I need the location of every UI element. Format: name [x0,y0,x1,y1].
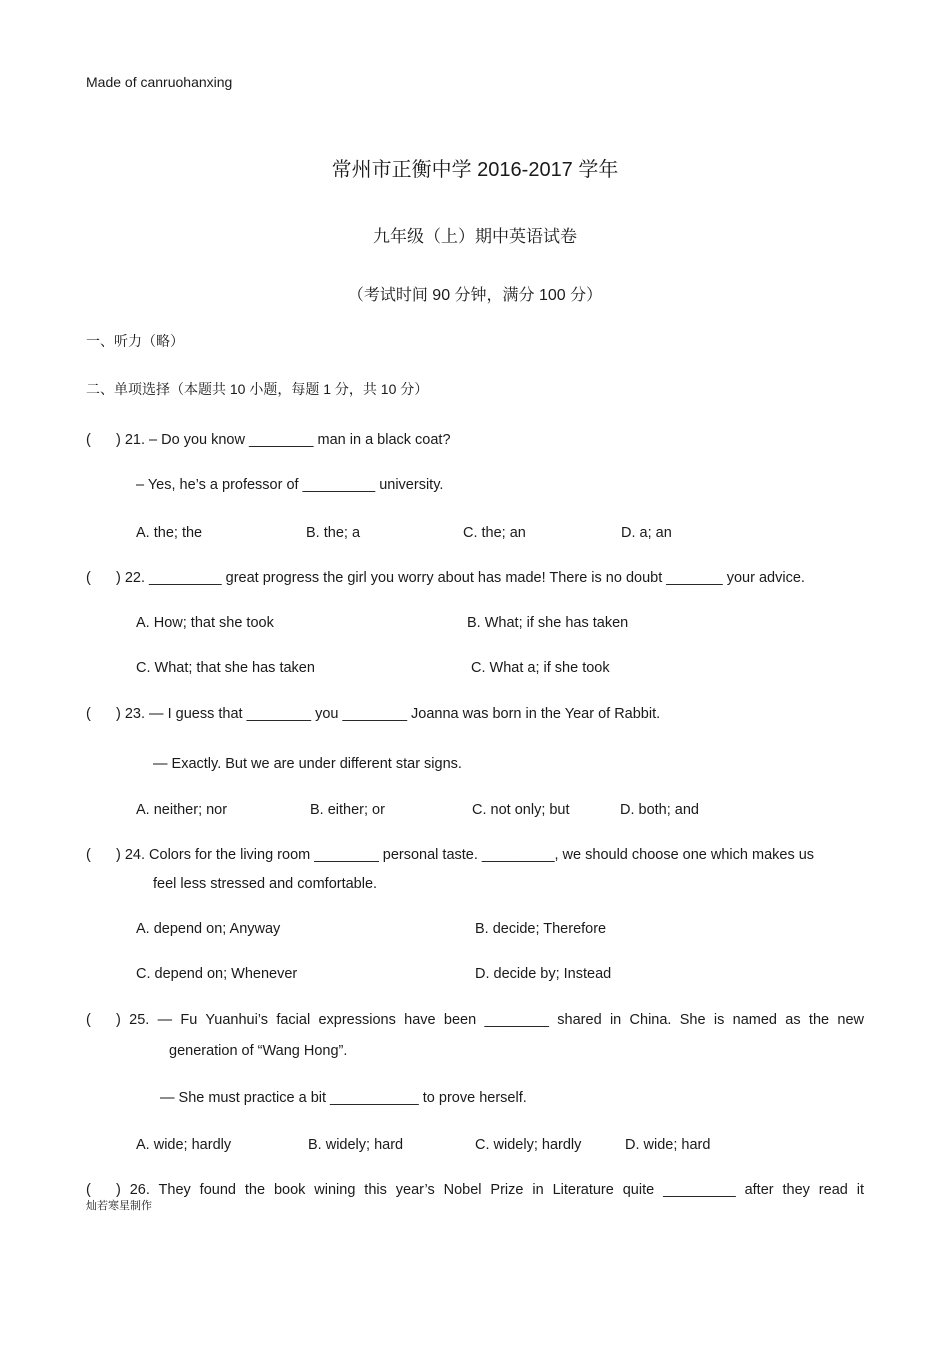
question-stem: ) 25. — Fu Yuanhui’s facial expressions have been ________ shared in China. She is named as the new [116,1012,864,1028]
answer-paren: ( [86,432,91,448]
question-stem: ) 22. _________ great progress the girl you worry about has made! There is no doubt _______ your advice. [116,570,805,586]
option-a: A. the; the [136,525,203,541]
answer-paren: ( [86,1012,91,1028]
option-c: C. depend on; Whenever [136,966,298,982]
option-a: A. depend on; Anyway [136,921,281,937]
option-d: D. both; and [620,802,699,818]
option-d: D. decide by; Instead [475,966,612,982]
option-d: D. wide; hard [625,1137,711,1153]
section-single-choice: 二、单项选择（本题共 10 小题，每题 1 分，共 10 分） [86,381,429,397]
answer-paren: ( [86,570,91,586]
answer-paren: ( [86,1182,91,1198]
question-line: generation of “Wang Hong”. [169,1043,348,1059]
question-stem: ) 23. — I guess that ________ you ________ Joanna was born in the Year of Rabbit. [116,706,661,722]
option-c: C. the; an [463,525,526,541]
option-b: B. decide; Therefore [475,921,607,937]
page-subtitle: 九年级（上）期中英语试卷 [373,227,577,246]
question-line: – Yes, he’s a professor of _________ university. [136,477,444,493]
section-listening: 一、听力（略） [86,333,184,349]
question-stem: ) 26. They found the book wining this year’s Nobel Prize in Literature quite _________ after they read it [116,1182,864,1198]
option-b: B. What; if she has taken [467,615,629,631]
page-title: 常州市正衡中学 2016-2017 学年 [331,159,619,181]
option-b: B. either; or [310,802,385,818]
header-note: Made of canruohanxing [86,74,233,90]
question-stem: ) 24. Colors for the living room ________ personal taste. _________, we should choose one which makes us [116,847,815,863]
option-d: D. a; an [621,525,672,541]
option-c: C. widely; hardly [475,1137,582,1153]
answer-paren: ( [86,706,91,722]
exam-info: （考试时间 90 分钟，满分 100 分） [347,287,603,304]
option-a: A. How; that she took [136,615,274,631]
question-line: — Exactly. But we are under different star signs. [153,756,462,772]
option-b: B. the; a [306,525,361,541]
option-a: A. wide; hardly [136,1137,232,1153]
question-line: feel less stressed and comfortable. [153,876,378,892]
page-footer: 灿若寒星制作 [86,1200,152,1212]
question-line: — She must practice a bit ___________ to prove herself. [160,1090,527,1106]
option-d: C. What a; if she took [471,660,610,676]
answer-paren: ( [86,847,91,863]
question-stem: ) 21. – Do you know ________ man in a black coat? [116,432,451,448]
option-a: A. neither; nor [136,802,228,818]
option-c: C. What; that she has taken [136,660,315,676]
option-b: B. widely; hard [308,1137,404,1153]
option-c: C. not only; but [472,802,570,818]
